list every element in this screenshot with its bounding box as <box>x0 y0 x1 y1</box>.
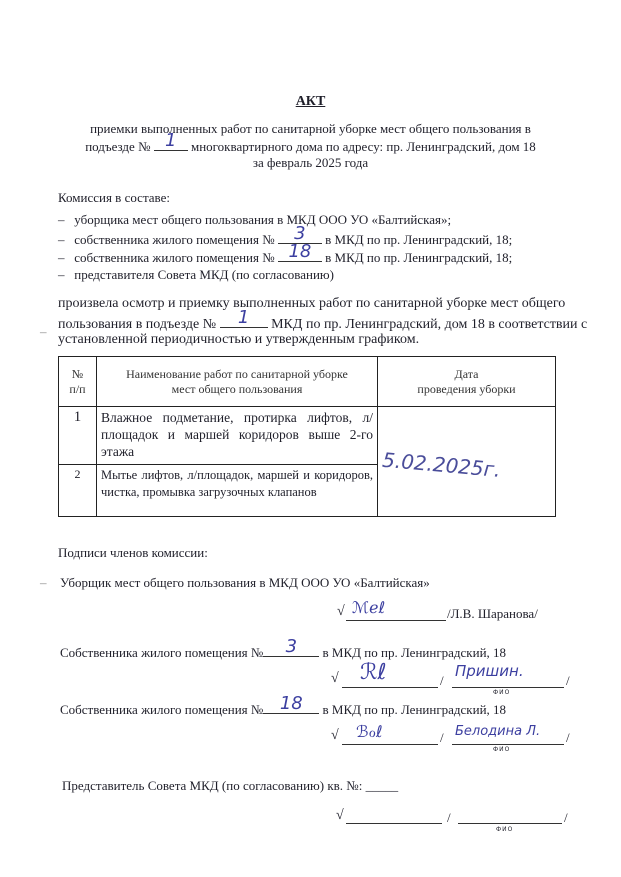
council-fio-line <box>458 823 562 824</box>
body-line-3: установленной периодичностью и утвержденным графиком. <box>58 332 420 347</box>
slash: / <box>566 673 570 688</box>
handwritten-date: 5.02.2025г. <box>381 447 502 482</box>
owner-apartment-field: 18 <box>278 249 322 262</box>
commission-heading: Комиссия в составе: <box>58 190 170 205</box>
subtitle-line-1: приемки выполненных работ по санитарной уборке мест общего пользования в <box>90 121 531 136</box>
owner2-fio-line <box>452 744 564 745</box>
cleaner-name: /Л.В. Шаранова/ <box>447 606 538 621</box>
row-text: Влажное подметание, протирка лифтов, л/площадок и маршей коридоров выше 2-го этажа <box>97 407 378 465</box>
owner2-line: Собственника жилого помещения № 18 в МКД по пр. Ленинградский, 18 <box>60 693 507 717</box>
slash: / <box>440 673 444 688</box>
entrance-field: 1 <box>154 138 188 151</box>
row-text: Мытье лифтов, л/площадок, маршей и коридоров, чистка, промывка загрузочных клапанов <box>97 465 378 517</box>
check-mark: √ <box>331 671 339 686</box>
slash: / <box>566 730 570 745</box>
row-num: 2 <box>59 465 97 517</box>
owner2-signature: ℬℴℓ <box>356 722 383 741</box>
works-table <box>58 356 556 517</box>
table-header-row <box>59 357 556 407</box>
row-num: 1 <box>59 407 97 465</box>
cleaner-label: Уборщик мест общего пользования в МКД ООО УО «Балтийская» <box>60 575 430 590</box>
owner2-signature-line <box>342 744 438 745</box>
check-mark: √ <box>337 604 345 619</box>
fio-caption: ФИО <box>496 826 514 833</box>
owner-apartment-field: 18 <box>263 700 319 714</box>
commission-item-4: – представителя Совета МКД (по согласованию) <box>58 267 334 282</box>
table-row <box>59 407 556 465</box>
cleaner-signature-line <box>346 620 446 621</box>
council-signature-line <box>346 823 442 824</box>
owner2-fio-handwritten: Белодина Л. <box>455 724 541 739</box>
body-line-1: произвела осмотр и приемку выполненных работ по санитарной уборке мест общего <box>58 296 566 311</box>
header-date: Дата проведения уборки <box>378 357 556 407</box>
subtitle-line-2: подъезде № 1 многоквартирного дома по адресу: пр. Ленинградский, дом 18 <box>85 130 536 154</box>
check-mark: √ <box>331 728 339 743</box>
fio-caption: ФИО <box>493 689 511 696</box>
owner1-fio-handwritten: Пришин. <box>455 662 524 680</box>
commission-item-3: – собственника жилого помещения № 18 в МКД по пр. Ленинградский, 18; <box>58 241 513 265</box>
date-cell <box>378 407 556 517</box>
slash: / <box>564 810 568 825</box>
signatures-heading: Подписи членов комиссии: <box>58 545 208 560</box>
council-label: Представитель Совета МКД (по согласованию) кв. №: _____ <box>62 778 399 793</box>
margin-mark: – <box>40 324 47 339</box>
owner1-fio-line <box>452 687 564 688</box>
commission-item-2: – собственника жилого помещения № 3 в МКД по пр. Ленинградский, 18; <box>58 223 513 247</box>
header-num: № п/п <box>59 357 97 407</box>
margin-mark: – <box>40 575 47 590</box>
header-work-name: Наименование работ по санитарной уборке мест общего пользования <box>97 357 378 407</box>
fio-caption: ФИО <box>493 746 511 753</box>
slash: / <box>447 810 451 825</box>
owner1-signature-line <box>342 687 438 688</box>
owner1-line: Собственника жилого помещения № 3 в МКД по пр. Ленинградский, 18 <box>60 636 507 660</box>
entrance-field: 1 <box>220 314 268 328</box>
document-title: АКТ <box>295 94 326 109</box>
commission-item-1: – уборщика мест общего пользования в МКД ООО УО «Балтийская»; <box>58 212 452 227</box>
cleaner-signature: ℳℯℓ <box>352 598 386 617</box>
slash: / <box>440 730 444 745</box>
subtitle-line-3: за февраль 2025 года <box>252 155 369 170</box>
owner-apartment-field: 3 <box>263 643 319 657</box>
owner-apartment-field: 3 <box>278 231 322 244</box>
owner1-signature: ℛℓ <box>360 660 387 685</box>
check-mark: √ <box>336 808 344 823</box>
body-line-2: пользования в подъезде № 1 МКД по пр. Ленинградский, дом 18 в соответствии с <box>58 307 588 332</box>
